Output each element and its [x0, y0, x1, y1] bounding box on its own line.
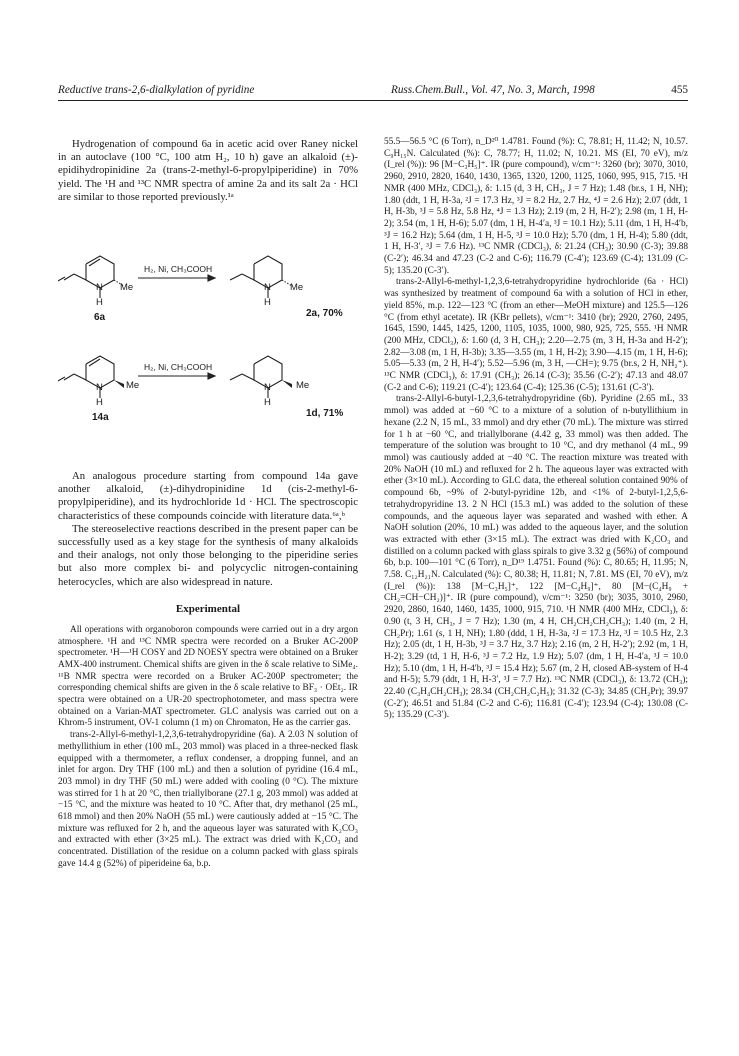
paragraph-general-methods: All operations with organoboron compounds were carried out in a dry argon atmosphere. ¹H and ¹³C NMR spectra were recorded on a Bruker AC-200P spectrometer. ¹H—¹H COSY and 2D NOESY spectra were obtained on a Bruker AMX-400 instrument. Chemical shifts are given in the δ scale relative to SiMe₄. ¹¹B NMR spectra were recorded on a Bruker AC-200P spectrometer; the corresponding chemical shifts are given in the δ scale relative to BF₃ · OEt₂. IR spectra were obtained on a UR-20 spectrophotometer, and mass spectra were obtained on a Varian-MAT spectrometer. GLC analysis was carried out on a Khrom-5 instrument, OV-1 column (1 m) on Chromaton, He as the carrier gas. — [58, 624, 358, 729]
h-atom-2a: H — [264, 297, 271, 308]
reagent-label-1: H₂, Ni, CH₃COOH — [144, 264, 213, 274]
left-column-body — [58, 470, 358, 871]
compound-label-2a: 2a, 70% — [306, 308, 343, 319]
n-atom-2a: N — [264, 282, 271, 293]
me-label-1d: Me — [296, 380, 310, 391]
section-heading-experimental: Experimental — [175, 602, 241, 615]
compound-label-6a: 6a — [94, 312, 106, 323]
me-label-2a: Me — [290, 282, 304, 293]
reaction-scheme — [58, 246, 358, 456]
n-atom-6a: N — [96, 282, 103, 293]
paragraph-synthesis-6a: trans-2-Allyl-6-methyl-1,2,3,6-tetrahydropyridine (6a). A 2.03 N solution of methyllithium in ether (100 mL, 203 mmol) was placed in a three-necked flask equipped with a thermometer, a reflux condenser, a dropping funnel, and an inlet for argon. Dry THF (100 mL) and then a solution of pyridine (16.4 mL, 203 mmol) in dry THF (50 mL) were added with cooling (0 °C). The mixture was stirred for 1 h at 20 °C, then triallylborane (27.1 g, 203 mmol) was added at −15 °C, and the mixture was heated to 10 °C. After that, dry methanol (25 mL, 618 mmol) and then 20% NaOH (55 mL) were cautiously added at −15 °C. The mixture was refluxed for 2 h, and the aqueous layer was saturated with K₂CO₃ and extracted with ether (3×25 mL). The extract was dried with K₂CO₃ and concentrated. Distillation of the residue on a column packed with glass spirals gave 14.4 g (52%) of piperideine 6a, b.p. — [58, 730, 358, 869]
n-atom-14a: N — [96, 382, 103, 393]
n-atom-1d: N — [264, 382, 271, 393]
paragraph-analogous: An analogous procedure starting from compound 14a gave another alkaloid, (±)-dihydropinidine 1d (cis-2-methyl-6-propylpiperidine), and its hydrochloride 1d · HCl. The spectroscopic characteristics of these compounds coincide with literature data.⁶ᵃ,ᵇ — [58, 470, 358, 522]
paragraph-hydrogenation: Hydrogenation of compound 6a in acetic acid over Raney nickel in an autoclave (100 °C, 100 atm H₂, 10 h) gave an alkaloid (±)-epidihydropinidine 2a (trans-2-methyl-6-propylpiperidine) in 70% yield. The ¹H and ¹³C NMR spectra of amine 2a and its salt 2a · HCl are similar to those reported previously.¹ᵃ — [58, 138, 358, 203]
me-label-14a: Me — [126, 380, 140, 391]
me-label-6a: Me — [120, 282, 134, 293]
scheme-drawing — [58, 246, 358, 456]
paragraph-stereoselective: The stereoselective reactions described in the present paper can be successfully used as a key stage for the synthesis of many alkaloids and their analogs, not only those belonging to the piperidine series but also more complex bi- and polycyclic nitrogen-containing heterocycles, which are also widespread in nature. — [58, 522, 358, 588]
running-header — [58, 84, 688, 101]
h-atom-1d: H — [264, 397, 271, 408]
paragraph-6a-hydrochloride: trans-2-Allyl-6-methyl-1,2,3,6-tetrahydropyridine hydrochloride (6a · HCl) was synthesized by treatment of compound 6a with a solution of HCl in ether, yield 85%, m.p. 122—123 °C (from an ether—MeOH mixture) and 125.5—126 °C (from ethyl acetate). IR (KBr pellets), ν/cm⁻¹: 3410 (br); 2920, 2760, 2495, 1645, 1590, 1445, 1425, 1200, 1105, 1035, 1000, 980, 925, 725, 555. ¹H NMR (200 MHz, CDCl₃), δ: 1.60 (d, 3 H, CH₃); 2.20—2.75 (m, 3 H, H-3a and H-2′); 2.82—3.08 (m, 1 H, H-3b); 3.35—3.55 (m, 1 H, H-2); 3.90—4.15 (m, 1 H, H-6); 5.05—5.33 (m, 2 H, H-4′); 5.52—5.96 (m, 3 H, —CH=); 9.75 (br.s, 2 H, NH₂⁺). ¹³C NMR (CDCl₃), δ: 17.91 (CH₃); 26.14 (C-3); 35.56 (C-2′); 47.13 and 48.07 (C-2 and C-6); 119.21 (C-4′); 123.64 (C-4); 125.36 (C-5); 131.61 (C-3′). — [384, 277, 688, 393]
left-column-intro — [58, 138, 358, 204]
header-title: Reductive trans-2,6-dialkylation of pyridine — [58, 84, 255, 96]
h-atom-14a: H — [96, 397, 103, 408]
h-atom-6a: H — [96, 297, 103, 308]
page-number: 455 — [671, 84, 688, 96]
header-journal: Russ.Chem.Bull., Vol. 47, No. 3, March, 1998 — [391, 84, 595, 96]
right-column — [384, 137, 688, 722]
compound-label-1d: 1d, 71% — [306, 408, 344, 419]
reagent-label-2: H₂, Ni, CH₃COOH — [144, 362, 213, 372]
compound-label-14a: 14a — [92, 412, 109, 423]
paragraph-6a-characterization: 55.5—56.5 °C (6 Torr), n_D²⁰ 1.4781. Found (%): C, 78.81; H, 11.42; N, 10.57. C₉H₁₅N. Calculated (%): C, 78.77; H, 11.02; N, 10.21. MS (EI, 70 eV), m/z (I_rel (%)): 96 [M−C₃H₅]⁺. IR (pure compound), ν/cm⁻¹: 3260 (br); 3070, 3010, 2960, 2910, 2820, 1640, 1430, 1365, 1320, 1200, 1125, 1060, 995, 915, 715. ¹H NMR (400 MHz, CDCl₃), δ: 1.15 (d, 3 H, CH₃, J = 7 Hz); 1.48 (br.s, 1 H, NH); 1.80 (ddt, 1 H, H-3a, ²J = 17.3 Hz, ³J = 8.2 Hz, 2.7 Hz, ⁴J = 2.6 Hz); 2.07 (ddt, 1 H, H-3b, ³J = 5.8 Hz, 5.8 Hz, ⁴J = 1.3 Hz); 2.19 (m, 2 H, H-2′); 2.98 (m, 1 H, H-2); 3.54 (m, 1 H, H-6); 5.07 (dm, 1 H, H-4′a, ³J = 10.1 Hz); 5.11 (dm, 1 H, H-4′b, ³J = 16.2 Hz); 5.64 (dm, 1 H, H-5, ³J = 10.0 Hz); 5.70 (dm, 1 H, H-4); 5.80 (ddt, 1 H, H-3′, ³J = 7.6 Hz). ¹³C NMR (CDCl₃), δ: 21.24 (CH₃); 30.90 (C-3); 39.88 (C-2′); 46.34 and 47.23 (C-2 and C-6); 116.79 (C-4′); 123.69 (C-4); 131.09 (C-5); 135.20 (C-3′). — [384, 137, 688, 276]
paragraph-synthesis-6b: trans-2-Allyl-6-butyl-1,2,3,6-tetrahydropyridine (6b). Pyridine (2.65 mL, 33 mmol) was added at −60 °C to a mixture of a solution of n-butyllithium in hexane (2.2 N, 15 mL, 33 mmol) and dry ether (70 mL). The mixture was stirred for 1 h at −60 °C, and triallylborane (4.42 g, 33 mmol) was then added. The temperature of the solution was brought to 10 °C, and dry methanol (4 mL, 99 mmol) was cautiously added at −40 °C. The reaction mixture was treated with 20% NaOH (10 mL) and refluxed for 2 h. The aqueous layer was extracted with ether (3×10 mL). According to GLC data, the ethereal solution contained 90% of compound 6b, ~9% of 2-butyl-pyridine 12b, and <1% of 2-butyl-1,2,5,6-tetrahydropyridine 13. 2 N HCl (15.3 mL) was added to the solution of these compounds, and the aqueous layer was separated and washed with ether. A NaOH solution (20%, 10 mL) was added to the aqueous layer, and the solution was extracted with ether (3×15 mL). The extract was dried with K₂CO₃ and distilled on a column packed with glass spirals to give 3.32 g (56%) of compound 6b, b.p. 100—101 °C (6 Torr), n_D¹⁹ 1.4751. Found (%): C, 80.65; H, 11.95; N, 7.58. C₁₂H₂₁N. Calculated (%): C, 80.38; H, 11.81; N, 7.81. MS (EI, 70 eV), m/z (I_rel (%)): 138 [M−C₃H₅]⁺, 122 [M−C₄H₉]⁺, 80 [M−(C₄H₉ + CH₂=CH−CH₂)]⁺. IR (pure compound), ν/cm⁻¹: 3250 (br); 3035, 3010, 2960, 2920, 2860, 1640, 1460, 1435, 1000, 915, 710. ¹H NMR (400 MHz, CDCl₃), δ: 0.90 (t, 3 H, CH₃, J = 7 Hz); 1.30 (m, 4 H, CH₂CH₂CH₂CH₃); 1.40 (m, 2 H, CH₂Pr); 1.61 (s, 1 H, NH); 1.80 (ddd, 1 H, H-3a, ²J = 17.3 Hz, ³J = 10.5 Hz, 2.3 Hz); 2.05 (dt, 1 H, H-3b, ³J = 3.7 Hz, 3.7 Hz); 2.16 (m, 2 H, H-2′); 2.92 (m, 1 H, H-2); 3.29 (td, 1 H, H-6, ³J = 7.2 Hz, 1.9 Hz); 5.07 (dm, 1 H, H-4′a, ³J = 10.0 Hz); 5.10 (dm, 1 H, H-4′b, ³J = 15.4 Hz); 5.67 (m, 2 H, closed AB-system of H-4 and H-5); 5.79 (ddt, 1 H, H-3′, ³J = 7.7 Hz). ¹³C NMR (CDCl₃), δ: 13.72 (CH₃); 22.40 (C₃H₄CH₂CH₃); 28.34 (CH₂CH₂C₂H₅); 31.32 (C-3); 34.85 (CH₂Pr); 39.97 (C-2′); 46.51 and 51.84 (C-2 and C-6); 116.81 (C-4′); 123.94 (C-4); 130.08 (C-5); 135.29 (C-3′). — [384, 394, 688, 721]
